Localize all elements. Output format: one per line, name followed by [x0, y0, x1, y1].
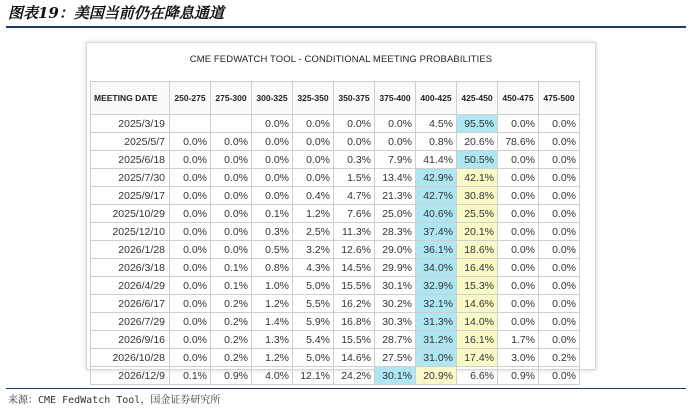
probability-cell: 1.7% [498, 331, 539, 349]
probability-cell: 15.5% [334, 277, 375, 295]
probability-cell [170, 115, 211, 133]
probability-cell: 0.0% [211, 241, 252, 259]
meeting-date-cell: 2025/6/18 [91, 151, 170, 169]
probability-cell [211, 115, 252, 133]
meeting-date-cell: 2026/10/28 [91, 349, 170, 367]
probability-cell: 0.2% [211, 313, 252, 331]
probability-cell: 1.0% [252, 277, 293, 295]
probability-cell: 50.5% [457, 151, 498, 169]
table-row [91, 151, 580, 169]
header-cell: 425-450 [457, 82, 498, 115]
probability-cell: 42.7% [416, 187, 457, 205]
probability-cell: 36.1% [416, 241, 457, 259]
probability-cell: 0.0% [170, 313, 211, 331]
probability-cell: 5.0% [293, 349, 334, 367]
table-row [91, 115, 580, 133]
title-divider [6, 26, 686, 28]
meeting-date-cell: 2026/9/16 [91, 331, 170, 349]
header-cell: 350-375 [334, 82, 375, 115]
probability-cell: 0.0% [539, 223, 580, 241]
probability-cell: 12.6% [334, 241, 375, 259]
probability-cell: 0.0% [252, 169, 293, 187]
probability-cell: 0.9% [211, 367, 252, 385]
probability-cell: 0.0% [252, 151, 293, 169]
probability-cell: 0.0% [375, 115, 416, 133]
probability-cell: 2.5% [293, 223, 334, 241]
probability-cell: 0.9% [498, 367, 539, 385]
probability-cell: 0.0% [498, 223, 539, 241]
meeting-date-cell: 2025/12/10 [91, 223, 170, 241]
probability-cell: 27.5% [375, 349, 416, 367]
probability-cell: 28.7% [375, 331, 416, 349]
probability-cell: 7.6% [334, 205, 375, 223]
probability-cell: 0.0% [498, 115, 539, 133]
meeting-date-cell: 2025/3/19 [91, 115, 170, 133]
probability-cell: 0.0% [539, 187, 580, 205]
probability-cell: 0.0% [252, 133, 293, 151]
probability-cell: 5.0% [293, 277, 334, 295]
probability-cell: 0.0% [293, 151, 334, 169]
probability-cell: 4.5% [416, 115, 457, 133]
probability-cell: 37.4% [416, 223, 457, 241]
probability-cell: 0.0% [170, 187, 211, 205]
header-cell: 475-500 [539, 82, 580, 115]
meeting-date-cell: 2025/7/30 [91, 169, 170, 187]
probability-cell: 0.0% [498, 241, 539, 259]
probability-cell: 0.8% [416, 133, 457, 151]
probability-cell: 0.0% [252, 187, 293, 205]
probability-cell: 11.3% [334, 223, 375, 241]
probability-cell: 0.0% [170, 169, 211, 187]
probability-cell: 0.1% [170, 367, 211, 385]
probability-cell: 0.0% [498, 205, 539, 223]
table-row [91, 313, 580, 331]
table-row [91, 187, 580, 205]
meeting-date-cell: 2026/1/28 [91, 241, 170, 259]
probability-cell: 30.1% [375, 367, 416, 385]
probability-cell: 0.0% [498, 187, 539, 205]
probability-cell: 42.1% [457, 169, 498, 187]
probability-cell: 0.0% [211, 133, 252, 151]
probability-cell: 0.0% [498, 259, 539, 277]
probability-cell: 0.0% [539, 259, 580, 277]
probability-cell: 0.1% [211, 259, 252, 277]
probability-cell: 0.0% [498, 151, 539, 169]
probability-cell: 30.8% [457, 187, 498, 205]
probability-cell: 0.0% [170, 133, 211, 151]
probability-cell: 0.0% [170, 277, 211, 295]
probability-cell: 18.6% [457, 241, 498, 259]
probability-cell: 0.0% [252, 115, 293, 133]
probability-cell: 4.7% [334, 187, 375, 205]
probability-cell: 0.0% [498, 295, 539, 313]
header-cell: 400-425 [416, 82, 457, 115]
probability-cell: 95.5% [457, 115, 498, 133]
probability-cell: 20.9% [416, 367, 457, 385]
table-row [91, 133, 580, 151]
probability-cell: 15.5% [334, 331, 375, 349]
probability-cell: 0.0% [293, 115, 334, 133]
probability-cell: 0.1% [211, 277, 252, 295]
probability-cell: 0.0% [293, 133, 334, 151]
probability-cell: 34.0% [416, 259, 457, 277]
probability-cell: 21.3% [375, 187, 416, 205]
probability-cell: 0.0% [375, 133, 416, 151]
meeting-date-cell: 2025/5/7 [91, 133, 170, 151]
probability-cell: 20.6% [457, 133, 498, 151]
probability-cell: 14.6% [457, 295, 498, 313]
probability-cell: 0.0% [211, 169, 252, 187]
probability-cell: 0.0% [539, 169, 580, 187]
probability-cell: 20.1% [457, 223, 498, 241]
probability-cell: 0.3% [252, 223, 293, 241]
probability-cell: 16.8% [334, 313, 375, 331]
probability-cell: 31.3% [416, 313, 457, 331]
probability-cell: 0.0% [539, 313, 580, 331]
probability-cell: 0.4% [293, 187, 334, 205]
probability-cell: 31.2% [416, 331, 457, 349]
probability-cell: 0.0% [539, 295, 580, 313]
probability-table [90, 81, 580, 385]
probability-cell: 0.0% [211, 151, 252, 169]
probability-cell: 15.3% [457, 277, 498, 295]
probability-cell: 5.9% [293, 313, 334, 331]
probability-cell: 24.2% [334, 367, 375, 385]
header-meeting-date: MEETING DATE [91, 82, 170, 115]
probability-cell: 0.2% [211, 349, 252, 367]
probability-cell: 0.0% [539, 133, 580, 151]
probability-cell: 1.4% [252, 313, 293, 331]
meeting-date-cell: 2026/12/9 [91, 367, 170, 385]
probability-cell: 13.4% [375, 169, 416, 187]
probability-cell: 3.2% [293, 241, 334, 259]
probability-cell: 41.4% [416, 151, 457, 169]
probability-cell: 0.2% [211, 295, 252, 313]
probability-cell: 0.0% [334, 133, 375, 151]
probability-cell: 12.1% [293, 367, 334, 385]
probability-cell: 0.0% [539, 115, 580, 133]
meeting-date-cell: 2026/7/29 [91, 313, 170, 331]
probability-cell: 0.5% [252, 241, 293, 259]
probability-cell: 0.0% [539, 151, 580, 169]
probability-cell: 0.0% [170, 205, 211, 223]
table-row [91, 241, 580, 259]
probability-cell: 78.6% [498, 133, 539, 151]
probability-cell: 32.9% [416, 277, 457, 295]
probability-cell: 16.2% [334, 295, 375, 313]
header-row [91, 82, 580, 115]
meeting-date-cell: 2026/6/17 [91, 295, 170, 313]
header-cell: 325-350 [293, 82, 334, 115]
table-row [91, 295, 580, 313]
probability-cell: 0.0% [211, 187, 252, 205]
probability-cell: 0.0% [170, 151, 211, 169]
probability-cell: 5.5% [293, 295, 334, 313]
table-row [91, 277, 580, 295]
probability-cell: 0.0% [211, 223, 252, 241]
probability-cell: 0.0% [170, 223, 211, 241]
probability-cell: 0.1% [252, 205, 293, 223]
probability-cell: 29.9% [375, 259, 416, 277]
meeting-date-cell: 2025/9/17 [91, 187, 170, 205]
figure-title: 图表19：美国当前仍在降息通道 [8, 4, 224, 22]
probability-cell: 0.0% [170, 331, 211, 349]
probability-cell: 0.3% [334, 151, 375, 169]
header-cell: 275-300 [211, 82, 252, 115]
source-note: 来源：CME FedWatch Tool，国金证券研究所 [8, 395, 221, 406]
probability-cell: 1.3% [252, 331, 293, 349]
probability-cell: 30.2% [375, 295, 416, 313]
probability-cell: 29.0% [375, 241, 416, 259]
probability-cell: 0.0% [539, 367, 580, 385]
probability-cell: 1.2% [252, 295, 293, 313]
header-cell: 300-325 [252, 82, 293, 115]
probability-cell: 0.0% [498, 277, 539, 295]
probability-cell: 1.2% [252, 349, 293, 367]
probability-cell: 4.0% [252, 367, 293, 385]
header-cell: 375-400 [375, 82, 416, 115]
probability-cell: 0.8% [252, 259, 293, 277]
probability-cell: 5.4% [293, 331, 334, 349]
probability-cell: 0.0% [170, 259, 211, 277]
probability-cell: 42.9% [416, 169, 457, 187]
probability-cell: 17.4% [457, 349, 498, 367]
probability-cell: 0.0% [498, 169, 539, 187]
probability-cell: 16.4% [457, 259, 498, 277]
probability-cell: 0.0% [539, 331, 580, 349]
table-row [91, 223, 580, 241]
probability-cell: 32.1% [416, 295, 457, 313]
table-row [91, 331, 580, 349]
probability-cell: 30.1% [375, 277, 416, 295]
probability-cell: 1.5% [334, 169, 375, 187]
probability-cell: 0.0% [539, 241, 580, 259]
probability-cell: 0.0% [293, 169, 334, 187]
probability-cell: 3.0% [498, 349, 539, 367]
header-cell: 250-275 [170, 82, 211, 115]
probability-cell: 0.0% [211, 205, 252, 223]
table-row [91, 349, 580, 367]
probability-cell: 0.0% [170, 349, 211, 367]
table-row [91, 367, 580, 385]
probability-cell: 4.3% [293, 259, 334, 277]
probability-cell: 0.0% [170, 241, 211, 259]
probability-cell: 25.5% [457, 205, 498, 223]
table-row [91, 205, 580, 223]
probability-cell: 0.0% [170, 295, 211, 313]
meeting-date-cell: 2025/10/29 [91, 205, 170, 223]
probability-cell: 0.0% [539, 205, 580, 223]
probability-cell: 30.3% [375, 313, 416, 331]
probability-cell: 7.9% [375, 151, 416, 169]
probability-cell: 0.0% [498, 313, 539, 331]
probability-cell: 16.1% [457, 331, 498, 349]
probability-cell: 1.2% [293, 205, 334, 223]
probability-cell: 0.2% [539, 349, 580, 367]
fedwatch-table-card [86, 42, 596, 382]
table-body [91, 115, 580, 385]
probability-cell: 40.6% [416, 205, 457, 223]
probability-cell: 28.3% [375, 223, 416, 241]
probability-cell: 0.2% [211, 331, 252, 349]
probability-cell: 25.0% [375, 205, 416, 223]
meeting-date-cell: 2026/3/18 [91, 259, 170, 277]
source-divider [6, 388, 686, 389]
probability-cell: 0.0% [334, 115, 375, 133]
probability-cell: 14.6% [334, 349, 375, 367]
table-row [91, 169, 580, 187]
table-title: CME FEDWATCH TOOL - CONDITIONAL MEETING PROBABILITIES [189, 54, 493, 65]
probability-cell: 0.0% [539, 277, 580, 295]
probability-cell: 6.6% [457, 367, 498, 385]
probability-cell: 31.0% [416, 349, 457, 367]
table-row [91, 259, 580, 277]
header-cell: 450-475 [498, 82, 539, 115]
meeting-date-cell: 2026/4/29 [91, 277, 170, 295]
probability-cell: 14.5% [334, 259, 375, 277]
probability-cell: 14.0% [457, 313, 498, 331]
